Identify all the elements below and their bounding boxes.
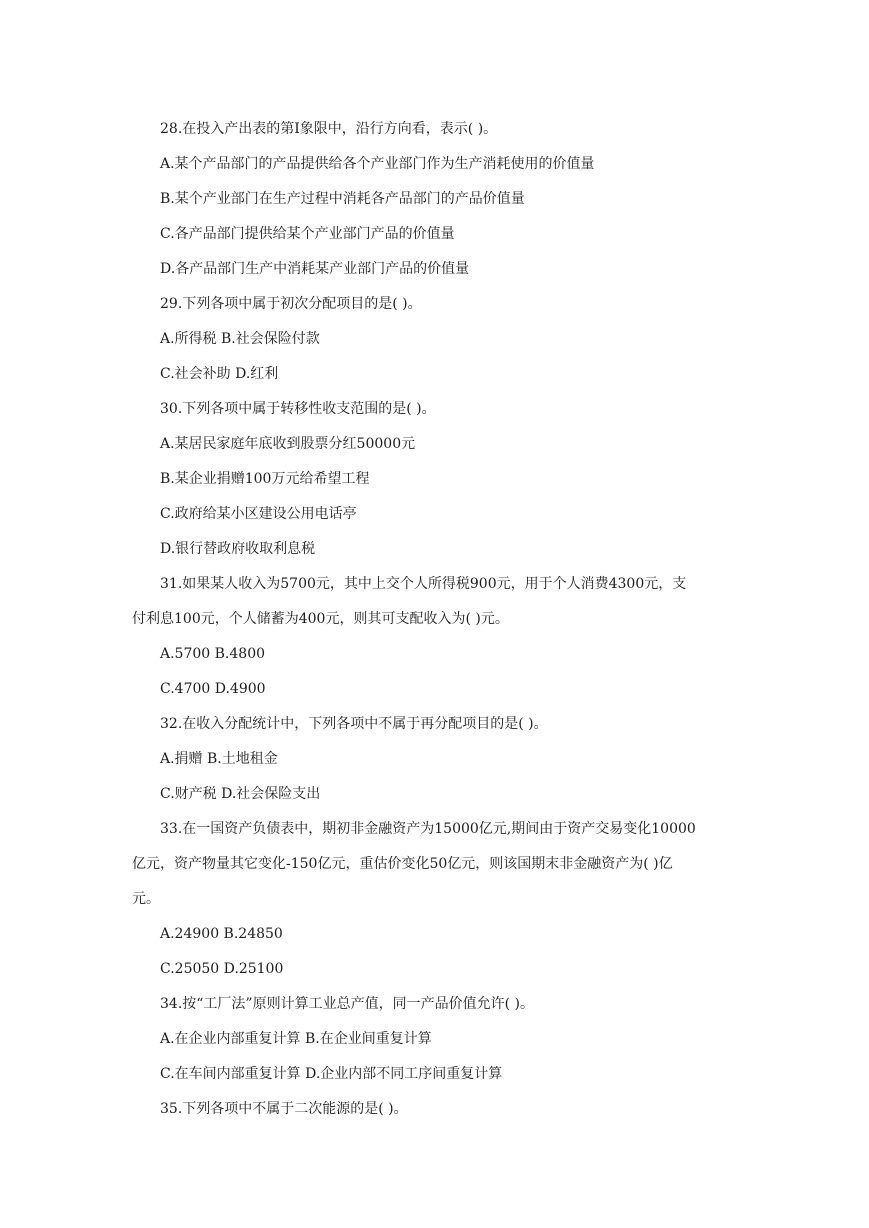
question-31-options-cd: C.4700 D.4900	[160, 681, 266, 697]
question-33-continued: 亿元，资产物量其它变化-150亿元，重估价变化50亿元，则该国期末非金融资产为( )亿	[132, 856, 673, 872]
question-28-option-c: C.各产品部门提供给某个产业部门产品的价值量	[160, 226, 455, 242]
question-34-options-cd: C.在车间内部重复计算 D.企业内部不同工序间重复计算	[160, 1066, 503, 1082]
question-32-options-ab: A.捐赠 B.土地租金	[160, 751, 278, 767]
question-33: 33.在一国资产负债表中，期初非金融资产为15000亿元,期间由于资产交易变化10000	[160, 821, 696, 837]
document-body	[132, 112, 736, 1127]
question-28-option-d: D.各产品部门生产中消耗某产业部门产品的价值量	[160, 261, 470, 277]
question-31-options-ab: A.5700 B.4800	[160, 646, 266, 662]
question-34-options-ab: A.在企业内部重复计算 B.在企业间重复计算	[160, 1031, 432, 1047]
question-29-options-cd: C.社会补助 D.红利	[160, 366, 279, 382]
question-30-option-d: D.银行替政府收取利息税	[160, 541, 316, 557]
question-32-options-cd: C.财产税 D.社会保险支出	[160, 786, 321, 802]
question-33-continued-2: 元。	[132, 891, 160, 907]
question-34: 34.按“工厂法”原则计算工业总产值，同一产品价值允许( )。	[160, 996, 534, 1012]
question-30-option-b: B.某企业捐赠100万元给希望工程	[160, 471, 370, 487]
question-31-continued: 付利息100元，个人储蓄为400元，则其可支配收入为( )元。	[132, 611, 509, 627]
question-28: 28.在投入产出表的第Ⅰ象限中，沿行方向看，表示( )。	[160, 121, 498, 137]
question-35: 35.下列各项中不属于二次能源的是( )。	[160, 1101, 408, 1117]
question-33-options-ab: A.24900 B.24850	[160, 926, 283, 942]
question-30-option-c: C.政府给某小区建设公用电话亭	[160, 506, 357, 522]
question-29-options-ab: A.所得税 B.社会保险付款	[160, 331, 320, 347]
question-30: 30.下列各项中属于转移性收支范围的是( )。	[160, 401, 436, 417]
question-29: 29.下列各项中属于初次分配项目的是( )。	[160, 296, 422, 312]
question-28-option-a: A.某个产品部门的产品提供给各个产业部门作为生产消耗使用的价值量	[160, 156, 595, 172]
question-28-option-b: B.某个产业部门在生产过程中消耗各产品部门的产品价值量	[160, 191, 525, 207]
question-32: 32.在收入分配统计中，下列各项中不属于再分配项目的是( )。	[160, 716, 548, 732]
question-30-option-a: A.某居民家庭年底收到股票分红50000元	[160, 436, 416, 452]
question-31: 31.如果某人收入为5700元，其中上交个人所得税900元，用于个人消费4300元，支	[160, 576, 687, 592]
question-33-options-cd: C.25050 D.25100	[160, 961, 284, 977]
